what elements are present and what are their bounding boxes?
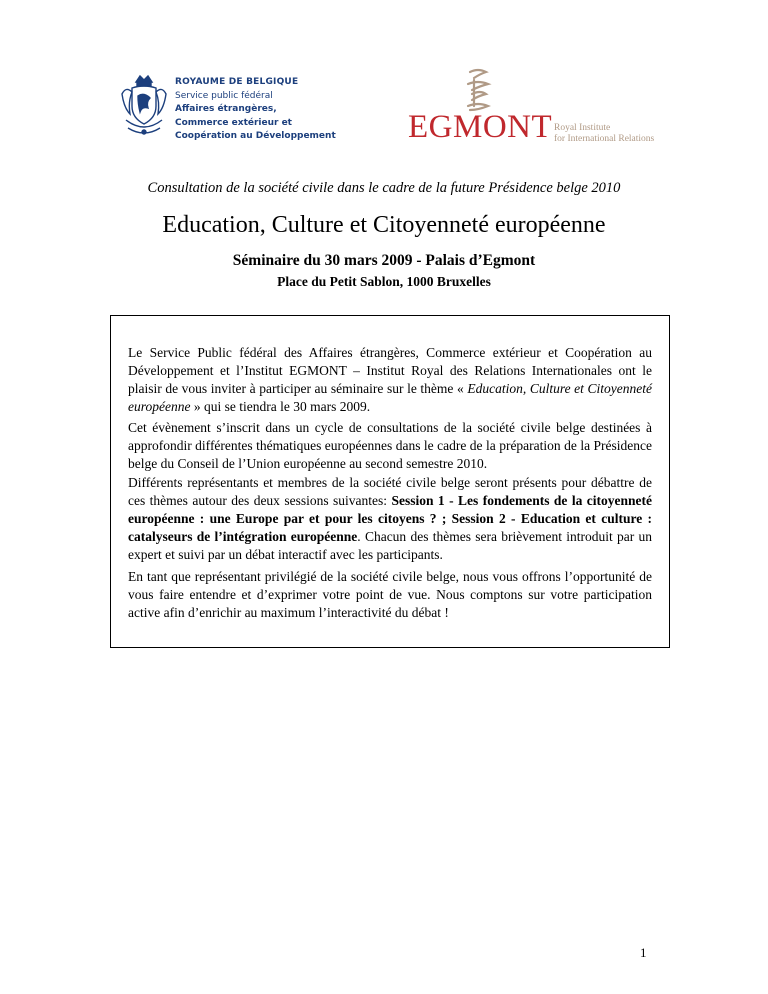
document-subtitle: Consultation de la société civile dans le cadre de la future Présidence belge 2010: [147, 180, 621, 196]
paragraph-context: Cet évènement s’inscrit dans un cycle de consultations de la société civile belge destinées à approfondir différentes thématiques européennes dans le cadre de la préparation de la Présidence belge du Conseil de l’Union européenne au second semestre 2010.: [128, 420, 652, 471]
p1-text-a: Le Service Public fédéral des Affaires étrangères, Commerce extérieur et Coopération au Développement et l’Institut EGMONT – Institut Royal des Relations Internationales ont le plaisir de vous inviter à participer au séminaire sur le thème «: [128, 345, 652, 396]
belgian-coat-of-arms-icon: [118, 72, 170, 142]
seminar-date-venue: Séminaire du 30 mars 2009 - Palais d’Egmont: [232, 252, 536, 269]
egmont-logo-subtitle: [554, 123, 654, 145]
paragraph-closing: En tant que représentant privilégié de la société civile belge, nous vous offrons l’opportunité de vous faire entendre et d’exprimer votre point de vue. Nous comptons sur votre participation active afin d’enrichir au maximum l’interactivité du débat !: [128, 569, 652, 620]
belgium-logo-line5: Coopération au Développement: [175, 131, 336, 141]
belgium-logo-line3: Affaires étrangères,: [175, 104, 277, 114]
belgium-fps-logo: [118, 70, 338, 155]
egmont-logo: [408, 66, 663, 151]
egmont-sub-line2: for International Relations: [554, 134, 655, 144]
p1-theme-italic: Education, Culture et Citoyenneté européenne: [128, 381, 652, 414]
belgium-logo-line1: ROYAUME DE BELGIQUE: [175, 77, 299, 87]
belgium-logo-line2: Service public fédéral: [175, 90, 273, 101]
page-number: 1: [640, 945, 647, 960]
p3-sessions-bold: Session 1 - Les fondements de la citoyenneté européenne : une Europe par et pour les citoyens ? ; Session 2 - Education et culture : catalyseurs de l’intégration européenne: [128, 493, 652, 544]
paragraph-invitation: [128, 344, 652, 416]
p3-text-a: Différents représentants et membres de la société civile belge seront présents pour débattre de ces thèmes autour des deux sessions suivantes:: [128, 475, 652, 508]
egmont-sub-line1: Royal Institute: [554, 123, 611, 133]
belgium-logo-text: [175, 76, 336, 144]
seminar-address: Place du Petit Sablon, 1000 Bruxelles: [277, 274, 491, 289]
invitation-box: [110, 315, 670, 648]
egmont-wordmark: EGMONT: [408, 109, 553, 145]
document-title: Education, Culture et Citoyenneté européenne: [162, 212, 606, 238]
p1-text-c: » qui se tiendra le 30 mars 2009.: [190, 399, 371, 414]
egmont-emblem-icon: [456, 66, 502, 114]
p3-text-c: . Chacun des thèmes sera brièvement introduit par un expert et suivi par un débat interactif avec les participants.: [128, 529, 652, 562]
belgium-logo-line4: Commerce extérieur et: [175, 117, 292, 128]
paragraph-sessions: [128, 474, 652, 564]
